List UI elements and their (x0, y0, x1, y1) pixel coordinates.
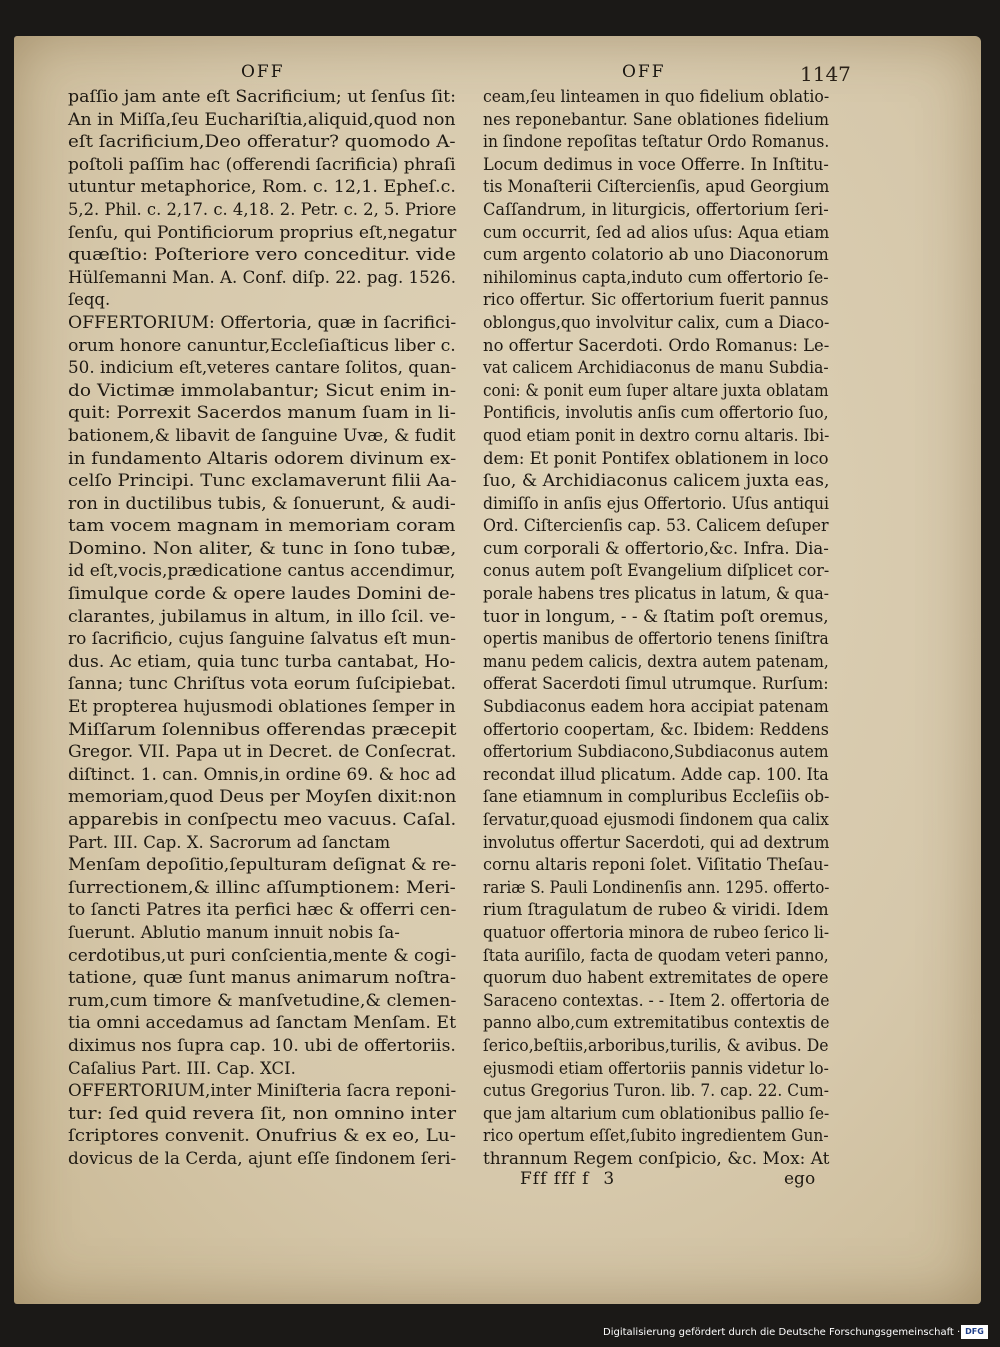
text-line: manu pedem calicis, dextra autem patenam, (483, 651, 829, 671)
running-head-right: OFF (622, 62, 666, 82)
dfg-logo: DFG (961, 1325, 988, 1339)
text-line: orum honore canuntur,Eccleſiaſticus liber c. (68, 335, 456, 355)
text-line: ſeqq. (68, 290, 111, 310)
text-line: cutus Gregorius Turon. lib. 7. cap. 22. Cum- (483, 1081, 829, 1101)
right-column (483, 86, 829, 1171)
text-line: utuntur metaphorice, Rom. c. 12,1. Epheſ.c. (68, 177, 456, 197)
text-line: tam vocem magnam in memoriam coram (68, 516, 456, 536)
text-line: An in Miſſa,ſeu Euchariſtia,aliquid,quod non (68, 109, 456, 129)
text-line: quatuor offertoria minora de rubeo ſerico li- (483, 922, 830, 942)
text-line: involutus offertur Sacerdoti, qui ad dextrum (483, 832, 830, 852)
text-line: conus autem poſt Evangelium diſplicet cor- (483, 561, 830, 581)
text-line: quit: Porrexit Sacerdos manum ſuam in li- (68, 403, 456, 423)
text-line: quod etiam ponit in dextro cornu altaris. Ibi- (483, 425, 830, 445)
text-line: rico offertur. Sic offertorium fuerit pannus (483, 290, 829, 310)
text-line: to ſancti Patres ita perfici hæc & offerri cen- (68, 900, 457, 920)
signature-mark (520, 1169, 615, 1189)
text-line: cornu altaris reponi ſolet. Viſitatio Theſau- (483, 855, 829, 875)
text-line: poſtoli paſſim hac (offerendi ſacrificia) phraſi (68, 154, 456, 174)
text-line: coni: & ponit eum ſuper altare juxta oblatam (483, 380, 829, 400)
text-line: cerdotibus,ut puri conſcientia,mente & cogi- (68, 945, 457, 965)
text-line: tia omni accedamus ad ſanctam Menſam. Et (68, 1013, 457, 1033)
text-line: porale habens tres plicatus in latum, & qua- (483, 584, 829, 604)
catchword: ego (784, 1169, 816, 1189)
text-line: id eſt,vocis,prædicatione cantus accendimur, (68, 561, 456, 581)
text-line: in fundamento Altaris odorem divinum ex- (68, 448, 457, 468)
text-line: quæſtio: Poſteriore vero conceditur. vide (68, 245, 456, 265)
text-line: tatione, quæ ſunt manus animarum noſtra- (68, 968, 457, 988)
text-line: Miſſarum ſolennibus offerendas præcepit (68, 719, 457, 739)
signature-number: 3 (603, 1169, 616, 1189)
text-line: ſane etiamnum in compluribus Eccleſiis ob- (483, 787, 830, 807)
text-line: thrannum Regem conſpicio, &c. Mox: At (483, 1148, 830, 1168)
text-line: cum corporali & offertorio,&c. Infra. Dia- (483, 538, 829, 558)
text-line: offertorio coopertam, &c. Ibidem: Reddens (483, 719, 829, 739)
text-line: vat calicem Archidiaconus de manu Subdia- (483, 358, 829, 378)
text-line: apparebis in conſpectu meo vacuus. Caſal. (68, 810, 457, 829)
page-number: 1147 (800, 62, 851, 86)
text-line: ſerico,beſtiis,arboribus,turilis, & avibus. De (483, 1035, 829, 1055)
text-line: Menſam depoſitio,ſepulturam deſignat & re- (68, 855, 457, 875)
left-column (68, 86, 456, 1171)
text-line: Subdiaconus eadem hora accipiat patenam (483, 697, 829, 717)
text-line: offertorium Subdiacono,Subdiaconus autem (483, 742, 829, 762)
text-line: panno albo,cum extremitatibus contextis de (483, 1013, 830, 1033)
text-line: clarantes, jubilamus in altum, in illo ſcil. ve- (68, 606, 456, 626)
text-line: tis Monaſterii Ciſtercienſis, apud Georgium (483, 177, 830, 197)
text-line: cum argento colatorio ab uno Diaconorum (483, 245, 829, 265)
text-line: do Victimæ immolabantur; Sicut enim in- (68, 380, 457, 400)
text-line: 50. indicium eſt,veteres cantare ſolitos, quan- (68, 358, 457, 378)
text-line: oblongus,quo involvitur calix, cum a Diaco- (483, 312, 830, 332)
text-line: quorum duo habent extremitates de opere (483, 968, 829, 988)
text-line: ro ſacrificio, cujus ſanguine ſalvatus eſt mun- (68, 629, 456, 649)
digitization-credit: Digitalisierung gefördert durch die Deutsche Forschungsgemeinschaft · (603, 1327, 961, 1338)
text-line: ſanna; tunc Chriſtus vota eorum ſuſcipiebat. (68, 674, 457, 694)
text-line: bationem,& libavit de ſanguine Uvæ, & fudit (68, 425, 456, 445)
text-line: ſcriptores convenit. Onufrius & ex eo, Lu- (68, 1126, 456, 1146)
text-line: ſenſu, qui Pontificiorum proprius eſt,negatur (68, 222, 457, 242)
text-line: ſuo, & Archidiaconus calicem juxta eas, (483, 471, 830, 491)
text-line: ſurrectionem,& illinc aſſumptionem: Meri- (68, 877, 456, 897)
text-line: Caſalius Part. III. Cap. XCI. (68, 1058, 296, 1078)
text-line: diſtinct. 1. can. Omnis,in ordine 69. & hoc ad (68, 764, 457, 784)
text-line: Locum dedimus in voce Offerre. In Inſtitu- (483, 154, 829, 174)
running-head-left: OFF (241, 62, 285, 82)
text-line: in ſindone repoſitas teſtatur Ordo Romanus. (483, 132, 830, 152)
text-line: rium ſtragulatum de rubeo & viridi. Idem (483, 900, 829, 920)
text-line: Pontificis, involutis anſis cum offertorio ſuo, (483, 403, 829, 423)
text-line: rariæ S. Pauli Londinenſis ann. 1295. offerto- (483, 877, 830, 897)
text-line: dovicus de la Cerda, ajunt eſſe ſindonem ſeri- (68, 1148, 457, 1168)
text-line: OFFERTORIUM,inter Miniſteria ſacra reponi- (68, 1081, 457, 1101)
text-line: Ord. Ciſtercienſis cap. 53. Calicem deſuper (483, 516, 829, 536)
text-line: nihilominus capta,induto cum offertorio ſe- (483, 267, 829, 287)
text-line: memoriam,quod Deus per Moyſen dixit:non (68, 787, 457, 807)
text-line: recondat illud plicatum. Adde cap. 100. Ita (483, 764, 829, 784)
text-line: nes reponebantur. Sane oblationes fidelium (483, 109, 829, 129)
text-line: tur: ſed quid revera ſit, non omnino inter (68, 1103, 457, 1123)
text-line: ſuerunt. Ablutio manum innuit nobis ſa- (68, 922, 400, 942)
text-line: dimiſſo in anſis ejus Offertorio. Uſus antiqui (483, 493, 830, 513)
text-line: ſervatur,quoad ejusmodi ſindonem qua calix (483, 810, 829, 829)
text-line: Domino. Non aliter, & tunc in ſono tubæ, (68, 538, 457, 558)
text-line: ejusmodi etiam offertoriis pannis videtur lo- (483, 1058, 829, 1078)
text-line: opertis manibus de offertorio tenens ſiniſtra (483, 629, 829, 649)
text-line: rum,cum timore & manſvetudine,& clemen- (68, 990, 457, 1010)
text-line: ſtata auriſilo, facta de quodam veteri panno, (483, 945, 829, 965)
text-line: dus. Ac etiam, quia tunc turba cantabat, Ho- (68, 651, 456, 671)
text-line: offerat Sacerdoti ſimul utrumque. Rurſum: (483, 674, 829, 694)
text-line: Part. III. Cap. X. Sacrorum ad ſanctam (68, 832, 391, 852)
text-line: dem: Et ponit Pontifex oblationem in loco (483, 448, 829, 468)
text-line: ceam,ſeu linteamen in quo fidelium oblatio- (483, 87, 830, 106)
text-line: paſſio jam ante eſt Sacrificium; ut ſenſus ſit: (68, 87, 456, 106)
text-line: rico opertum eſſet,ſubito ingredientem Gun- (483, 1126, 829, 1146)
text-line: ſimulque corde & opere laudes Domini de- (68, 584, 456, 604)
text-line: Caſſandrum, in liturgicis, offertorium ſeri- (483, 199, 829, 219)
signature-letters: Fff fff f (520, 1169, 590, 1189)
text-line: no offertur Sacerdoti. Ordo Romanus: Le- (483, 335, 830, 355)
text-line: celſo Principi. Tunc exclamaverunt filii Aa- (68, 471, 457, 491)
text-line: cum occurrit, ſed ad alios uſus: Aqua etiam (483, 222, 830, 242)
text-line: Gregor. VII. Papa ut in Decret. de Conſecrat. (68, 742, 457, 762)
text-line: OFFERTORIUM: Offertoria, quæ in ſacrifici- (68, 312, 457, 332)
text-line: que jam altarium cum oblationibus pallio ſe- (483, 1103, 830, 1123)
text-line: eſt ſacrificium,Deo offeratur? quomodo A- (68, 132, 456, 152)
text-line: Et propterea hujusmodi oblationes ſemper in (68, 697, 456, 717)
text-line: diximus nos ſupra cap. 10. ubi de offertoriis. (68, 1035, 456, 1055)
text-line: ron in ductilibus tubis, & ſonuerunt, & audi- (68, 493, 456, 513)
text-line: Saraceno contextas. - - Item 2. offertoria de (483, 990, 830, 1010)
text-line: 5,2. Phil. c. 2,17. c. 4,18. 2. Petr. c. 2, 5. Priore (68, 199, 457, 219)
text-line: tuor in longum, - - & ſtatim poſt oremus, (483, 606, 829, 626)
text-line: Hülſemanni Man. A. Conf. diſp. 22. pag. 1526. (68, 267, 457, 287)
